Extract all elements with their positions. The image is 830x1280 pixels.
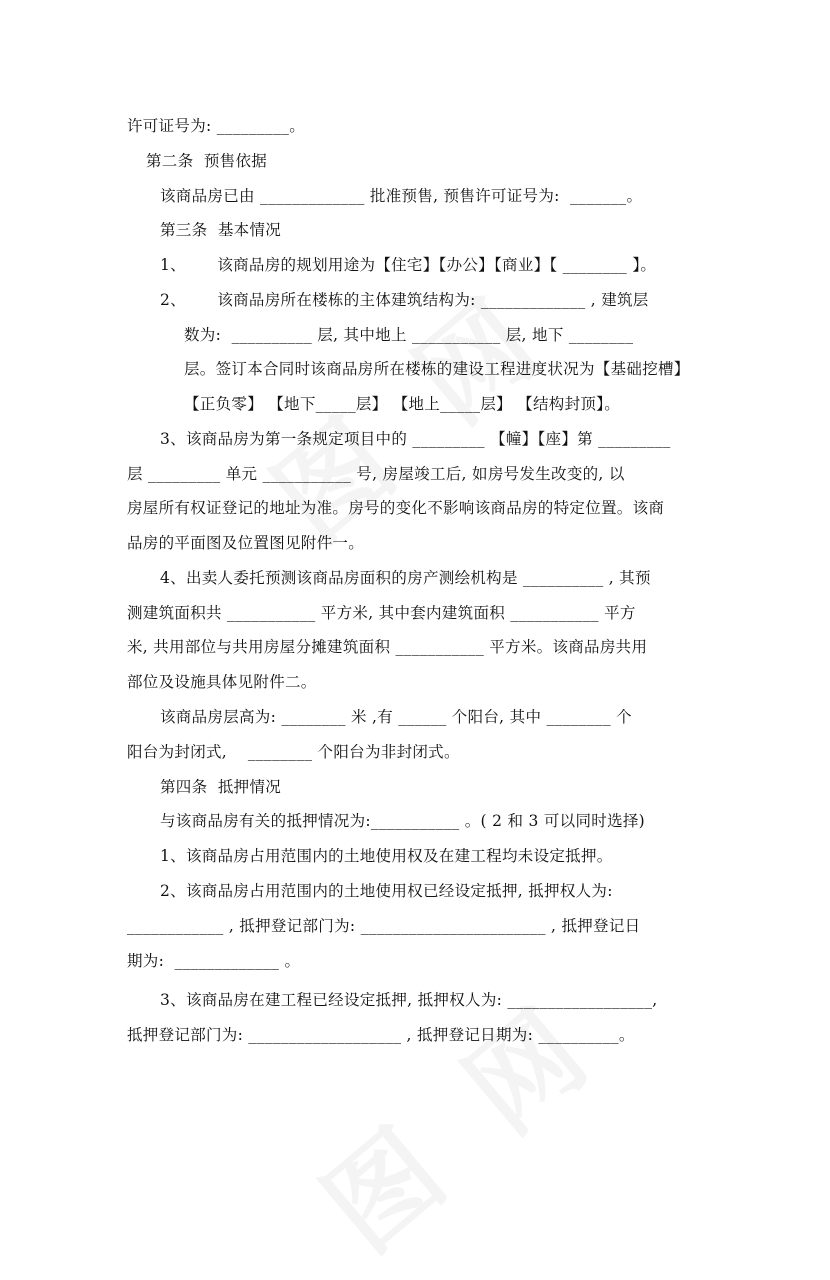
text-line: 与该商品房有关的抵押情况为:___________ 。( 2 和 3 可以同时选择) xyxy=(160,812,646,830)
text-line: 2、该商品房占用范围内的土地使用权已经设定抵押, 抵押权人为: xyxy=(160,882,613,900)
section-heading: 第四条 抵押情况 xyxy=(160,778,282,796)
text-line: 该商品房已由 _____________ 批准预售, 预售许可证号为: _______。 xyxy=(160,187,643,205)
text-line: 阳台为封闭式, ________ 个阳台为非封闭式。 xyxy=(127,743,460,761)
text-line: 2、 该商品房所在楼栋的主体建筑结构为: _____________ , 建筑层 xyxy=(160,291,649,309)
text-line: 层 _________ 单元 ___________ 号, 房屋竣工后, 如房号发生改变的, 以 xyxy=(127,465,625,483)
text-line: 【正负零】 【地下_____层】 【地上_____层】 【结构封顶】。 xyxy=(184,395,621,413)
text-line: 期为: _____________ 。 xyxy=(127,952,301,970)
text-line: 许可证号为: _________。 xyxy=(127,117,305,135)
text-line: 该商品房层高为: ________ 米 ,有 ______ 个阳台, 其中 ________ 个 xyxy=(160,708,632,726)
text-line: 4、出卖人委托预测该商品房面积的房产测绘机构是 __________ , 其预 xyxy=(160,569,651,587)
text-line: 抵押登记部门为: ___________________ , 抵押登记日期为: __________。 xyxy=(127,1026,635,1044)
text-line: 1、 该商品房的规划用途为【住宅】【办公】【商业】【 ________ 】。 xyxy=(160,256,657,274)
text-line: 3、该商品房在建工程已经设定抵押, 抵押权人为: __________________, xyxy=(160,991,658,1009)
section-heading: 第二条 预售依据 xyxy=(146,152,268,170)
text-line: ____________ , 抵押登记部门为: _______________________ , 抵押登记日 xyxy=(127,917,641,935)
text-line: 层。签订本合同时该商品房所在楼栋的建设工程进度状况为【基础挖槽】 xyxy=(184,360,690,378)
text-line: 米, 共用部位与共用房屋分摊建筑面积 ___________ 平方米。该商品房共用 xyxy=(127,638,648,656)
section-heading: 第三条 基本情况 xyxy=(160,221,282,239)
text-line: 部位及设施具体见附件二。 xyxy=(127,673,317,691)
text-line: 品房的平面图及位置图见附件一。 xyxy=(127,534,365,552)
text-line: 1、该商品房占用范围内的土地使用权及在建工程均未设定抵押。 xyxy=(160,847,613,865)
text-line: 测建筑面积共 ___________ 平方米, 其中套内建筑面积 ___________ 平方 xyxy=(127,604,636,622)
text-line: 数为: __________ 层, 其中地上 ___________ 层, 地下 ________ xyxy=(184,326,634,344)
text-line: 房屋所有权证登记的地址为准。房号的变化不影响该商品房的特定位置。该商 xyxy=(127,499,665,517)
text-line: 3、该商品房为第一条规定项目中的 _________ 【幢】【座】第 _________ xyxy=(160,430,671,448)
